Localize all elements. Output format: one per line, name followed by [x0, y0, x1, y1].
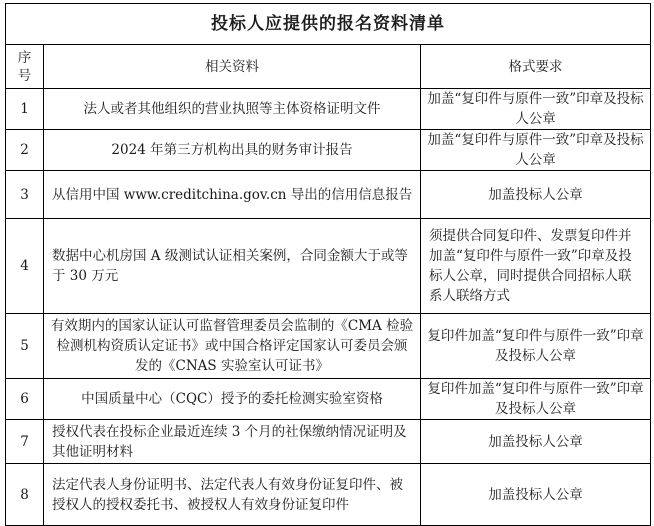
row-format: 复印件加盖“复印件与原件一致”印章及投标人公章: [421, 314, 651, 379]
row-seq: 6: [6, 379, 44, 420]
row-material: 2024 年第三方机构出具的财务审计报告: [44, 130, 421, 171]
row-material: 有效期内的国家认证认可监督管理委员会监制的《CMA 检验检测机构资质认定证书》或中国合格评定国家认可委员会颁发的《CNAS 实验室认可证书》: [44, 314, 421, 379]
row-material: 从信用中国 www.creditchina.gov.cn 导出的信用信息报告: [44, 171, 421, 219]
header-row: [6, 45, 651, 89]
row-seq: 7: [6, 420, 44, 464]
header-format: 格式要求: [421, 45, 651, 89]
row-seq: 2: [6, 130, 44, 171]
row-format: 须提供合同复印件、发票复印件并加盖“复印件与原件一致”印章及投标人公章，同时提供合同招标人联系人联络方式: [421, 219, 651, 314]
row-format: 加盖“复印件与原件一致”印章及投标人公章: [421, 89, 651, 130]
materials-table: [5, 3, 651, 526]
table-row: [6, 171, 651, 219]
table-row: [6, 130, 651, 171]
row-material: 法定代表人身份证明书、法定代表人有效身份证复印件、被授权人的授权委托书、被授权人有效身份证复印件: [44, 464, 421, 526]
table-row: [6, 420, 651, 464]
row-seq: 8: [6, 464, 44, 526]
table-title: 投标人应提供的报名资料清单: [6, 4, 651, 45]
title-row: [6, 4, 651, 45]
row-material: 授权代表在投标企业最近连续 3 个月的社保缴纳情况证明及其他证明材料: [44, 420, 421, 464]
table-row: [6, 379, 651, 420]
row-material: 数据中心机房国 A 级测试认证相关案例，合同金额大于或等于 30 万元: [44, 219, 421, 314]
row-seq: 5: [6, 314, 44, 379]
table-row: [6, 219, 651, 314]
row-format: 复印件加盖“复印件与原件一致”印章及投标人公章: [421, 379, 651, 420]
header-seq: [6, 45, 44, 89]
row-seq: 4: [6, 219, 44, 314]
table-row: [6, 314, 651, 379]
table-row: [6, 464, 651, 526]
row-material: 法人或者其他组织的营业执照等主体资格证明文件: [44, 89, 421, 130]
row-format: 加盖投标人公章: [421, 420, 651, 464]
table-row: [6, 89, 651, 130]
row-format: 加盖投标人公章: [421, 171, 651, 219]
row-format: 加盖投标人公章: [421, 464, 651, 526]
header-seq-label: 序号: [17, 49, 32, 84]
row-material: 中国质量中心（CQC）授予的委托检测实验室资格: [44, 379, 421, 420]
row-format: 加盖“复印件与原件一致”印章及投标人公章: [421, 130, 651, 171]
row-seq: 1: [6, 89, 44, 130]
row-seq: 3: [6, 171, 44, 219]
header-material: 相关资料: [44, 45, 421, 89]
